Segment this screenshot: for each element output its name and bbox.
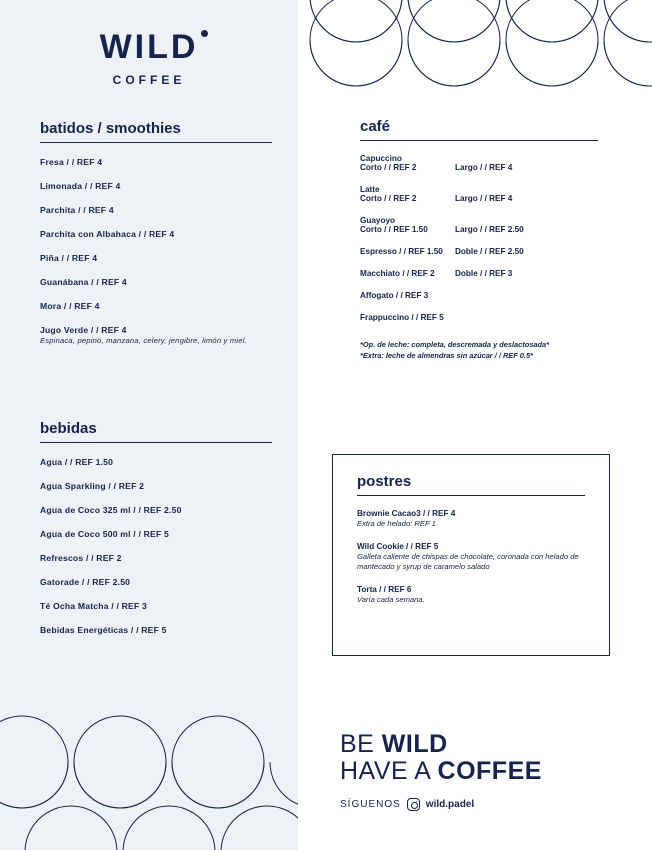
item-name: Agua / / REF 1.50 xyxy=(40,457,114,467)
section-postres xyxy=(332,454,610,656)
cafe-price-large: Largo / / REF 2.50 xyxy=(455,225,524,234)
footer-have-a: HAVE A xyxy=(340,757,438,785)
right-column xyxy=(298,0,652,850)
list-item xyxy=(40,325,272,345)
section-title-bebidas: bebidas xyxy=(40,420,272,443)
cafe-item xyxy=(360,247,598,256)
list-item xyxy=(40,577,272,587)
dessert-description: Varía cada semana. xyxy=(357,594,425,604)
cafe-price-small: Frappuccino / / REF 5 xyxy=(360,313,444,322)
item-name: Mora / / REF 4 xyxy=(40,301,100,311)
instagram-icon[interactable] xyxy=(407,798,420,811)
item-name: Gatorade / / REF 2.50 xyxy=(40,577,131,587)
cafe-price-small: Corto / / REF 2 xyxy=(360,163,417,172)
cafe-item-name: Guayoyo xyxy=(360,216,396,225)
section-cafe xyxy=(360,118,598,361)
cafe-note-milk: *Op. de leche: completa, descremada y deslactosada* xyxy=(360,340,549,349)
dessert-name: Torta / / REF 6 xyxy=(357,584,412,594)
dessert-item xyxy=(357,509,585,529)
logo-subtitle: COFFEE xyxy=(112,73,186,87)
brand-logo xyxy=(0,28,298,87)
list-item xyxy=(40,601,272,611)
footer xyxy=(340,730,640,811)
item-name: Agua de Coco 325 ml / / REF 2.50 xyxy=(40,505,182,515)
cafe-price-large: Doble / / REF 3 xyxy=(455,269,513,278)
dessert-item xyxy=(357,542,585,572)
list-item xyxy=(40,553,272,563)
footer-tagline-line1 xyxy=(340,730,640,759)
follow-label: SÍGUENOS xyxy=(340,799,401,810)
cafe-price-small: Corto / / REF 1.50 xyxy=(360,225,428,234)
section-bebidas xyxy=(40,420,272,635)
list-item xyxy=(40,181,272,191)
logo-dot-icon xyxy=(201,30,208,37)
list-item xyxy=(40,157,272,167)
section-title-cafe: café xyxy=(360,118,598,141)
list-item xyxy=(40,277,272,287)
cafe-price-small: Macchiato / / REF 2 xyxy=(360,269,435,278)
dessert-item xyxy=(357,585,585,605)
logo-word-text: WILD xyxy=(99,28,199,66)
dessert-description: Extra de helado: REF 1 xyxy=(357,519,436,528)
cafe-item xyxy=(360,154,598,172)
decorative-arcs-bottom-left xyxy=(0,710,298,850)
list-item xyxy=(40,505,272,515)
item-name: Piña / / REF 4 xyxy=(40,253,98,263)
item-name: Parchita / / REF 4 xyxy=(40,205,114,215)
cafe-item xyxy=(360,291,598,300)
cafe-item-prices xyxy=(360,225,598,234)
item-name: Guanábana / / REF 4 xyxy=(40,277,127,287)
section-title-batidos: batidos / smoothies xyxy=(40,120,272,143)
item-name: Té Ocha Matcha / / REF 3 xyxy=(40,601,147,611)
item-description: Espinaca, pepino, manzana, celery, jengibre, limón y miel. xyxy=(40,336,247,345)
list-item xyxy=(40,457,272,467)
dessert-description: Galleta caliente de chispas de chocolate, coronada con helado de mantecado y syrup de caramelo salado xyxy=(357,551,579,571)
footer-wild: WILD xyxy=(381,730,448,758)
footer-tagline-line2 xyxy=(340,757,640,786)
cafe-item xyxy=(360,313,598,322)
item-name: Refrescos / / REF 2 xyxy=(40,553,122,563)
cafe-item xyxy=(360,269,598,278)
instagram-handle[interactable]: wild.padel xyxy=(425,799,475,810)
left-panel xyxy=(0,0,298,850)
list-item xyxy=(40,253,272,263)
cafe-note-extra: *Extra: leche de almendras sin azúcar / / REF 0.5* xyxy=(360,350,533,360)
list-item xyxy=(40,229,272,239)
cafe-price-small: Corto / / REF 2 xyxy=(360,194,417,203)
item-name: Agua Sparkling / / REF 2 xyxy=(40,481,145,491)
cafe-price-small: Affogato / / REF 3 xyxy=(360,291,429,300)
cafe-price-large: Largo / / REF 4 xyxy=(455,194,513,203)
section-title-postres: postres xyxy=(357,473,585,496)
cafe-item-name: Capuccino xyxy=(360,154,402,163)
list-item xyxy=(40,301,272,311)
footer-be: BE xyxy=(340,730,382,758)
cafe-price-small: Espresso / / REF 1.50 xyxy=(360,247,443,256)
cafe-notes xyxy=(360,340,598,361)
item-name: Parchita con Albahaca / / REF 4 xyxy=(40,229,175,239)
section-batidos xyxy=(40,120,272,345)
cafe-item xyxy=(360,216,598,234)
cafe-price-large: Largo / / REF 4 xyxy=(455,163,513,172)
cafe-item-prices xyxy=(360,163,598,172)
item-name: Agua de Coco 500 ml / / REF 5 xyxy=(40,529,170,539)
cafe-item-prices xyxy=(360,269,598,278)
dessert-name: Wild Cookie / / REF 5 xyxy=(357,541,439,551)
cafe-item-prices xyxy=(360,291,598,300)
item-name: Jugo Verde / / REF 4 xyxy=(40,325,127,335)
list-item xyxy=(40,205,272,215)
social-row[interactable] xyxy=(340,798,640,811)
cafe-item-prices xyxy=(360,313,598,322)
item-name: Bebidas Energéticas / / REF 5 xyxy=(40,625,167,635)
cafe-item xyxy=(360,185,598,203)
cafe-item-prices xyxy=(360,247,598,256)
decorative-arcs-top-right xyxy=(298,0,652,100)
footer-coffee: COFFEE xyxy=(437,757,542,785)
cafe-item-name: Latte xyxy=(360,185,380,194)
item-name: Fresa / / REF 4 xyxy=(40,157,103,167)
list-item xyxy=(40,529,272,539)
cafe-price-large: Doble / / REF 2.50 xyxy=(455,247,524,256)
list-item xyxy=(40,625,272,635)
cafe-item-prices xyxy=(360,194,598,203)
logo-wordmark xyxy=(100,28,199,67)
list-item xyxy=(40,481,272,491)
item-name: Limonada / / REF 4 xyxy=(40,181,121,191)
dessert-name: Brownie Cacao3 / / REF 4 xyxy=(357,509,456,518)
